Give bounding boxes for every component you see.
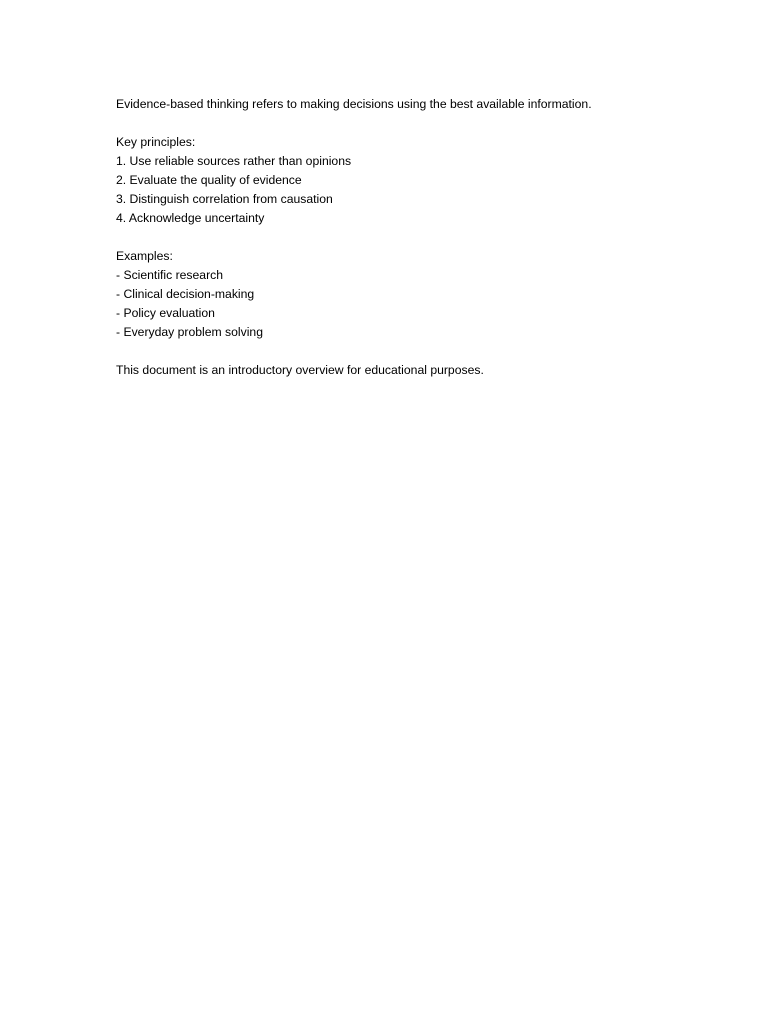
example-item: - Clinical decision-making: [116, 287, 255, 301]
paragraph-gap: [116, 342, 716, 361]
example-item: - Everyday problem solving: [116, 325, 263, 339]
example-item: - Policy evaluation: [116, 306, 215, 320]
example-item: - Scientific research: [116, 268, 224, 282]
principle-item: 2. Evaluate the quality of evidence: [116, 173, 302, 187]
examples-heading: Examples:: [116, 249, 173, 263]
principle-item: 3. Distinguish correlation from causation: [116, 192, 333, 206]
document-body: [116, 95, 716, 380]
principles-heading: Key principles:: [116, 135, 196, 149]
closing-paragraph: This document is an introductory overview for educational purposes.: [116, 363, 484, 377]
paragraph-gap: [116, 114, 716, 133]
principle-item: 1. Use reliable sources rather than opinions: [116, 154, 352, 168]
paragraph-gap: [116, 228, 716, 247]
intro-paragraph: Evidence-based thinking refers to making decisions using the best available information.: [116, 97, 592, 111]
principle-item: 4. Acknowledge uncertainty: [116, 211, 265, 225]
